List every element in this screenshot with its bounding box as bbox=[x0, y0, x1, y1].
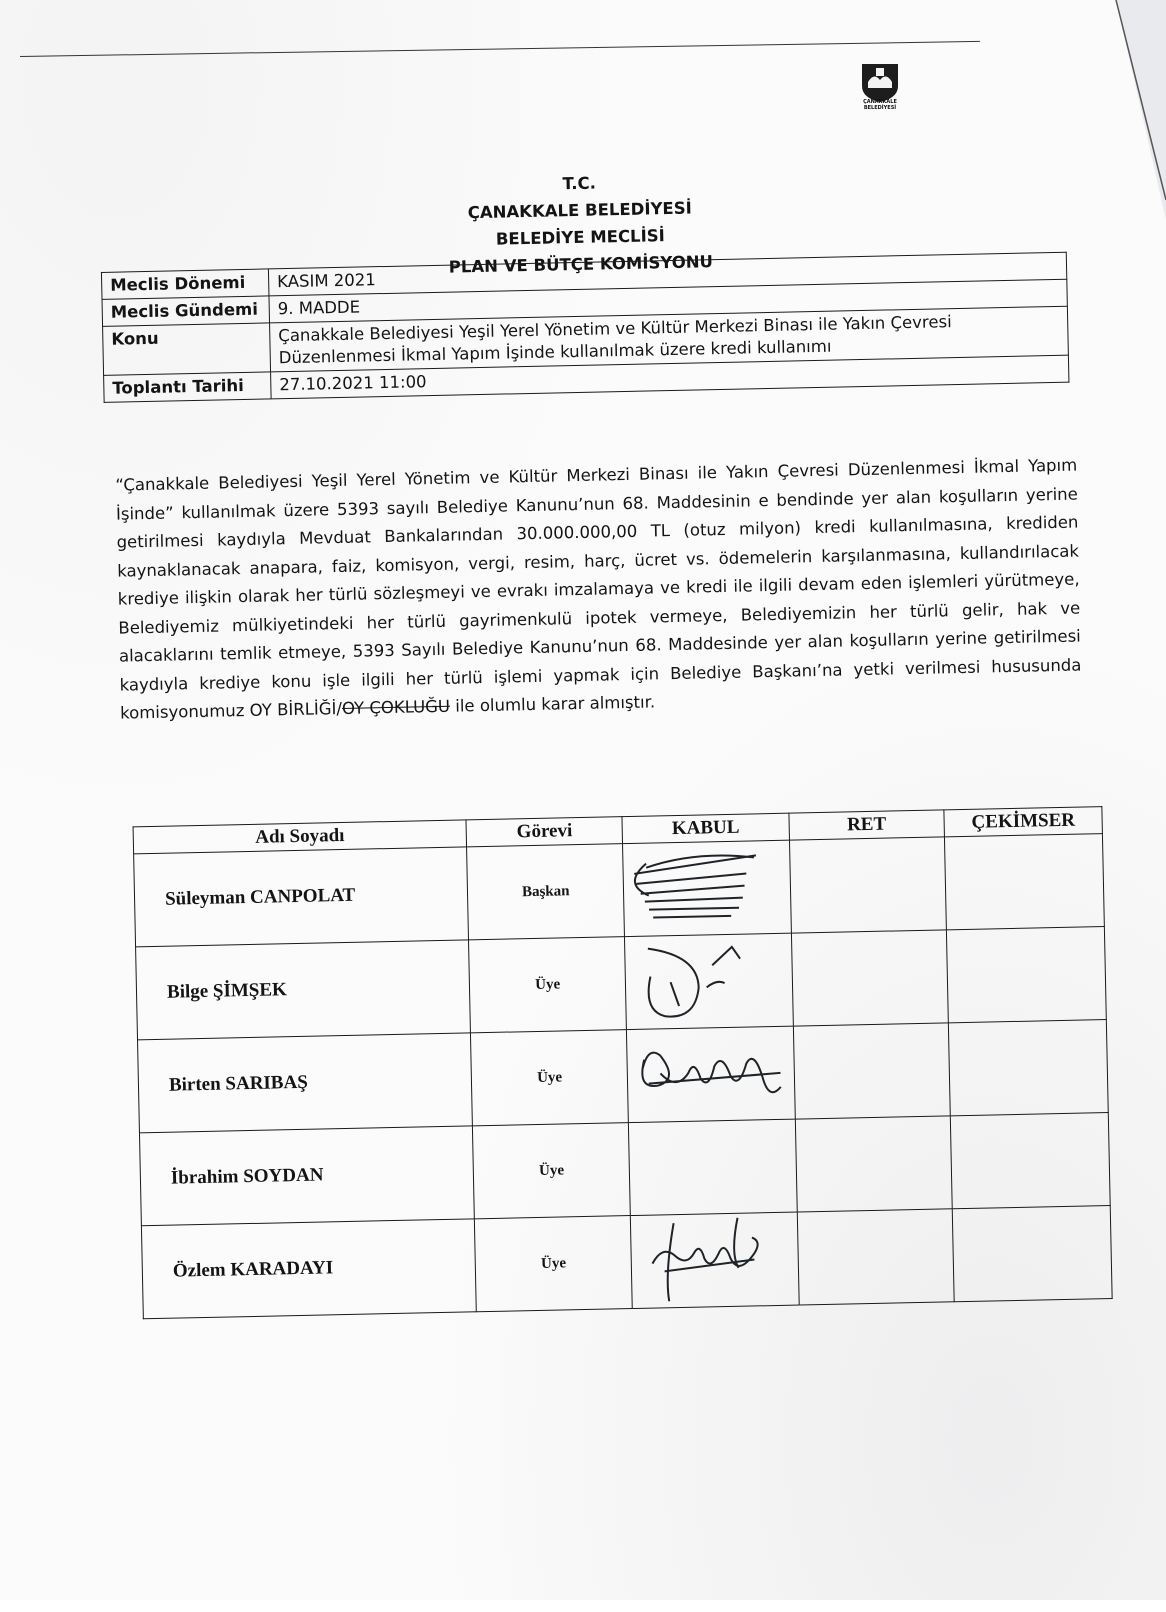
decision-text-end: ile olumlu karar almıştır. bbox=[449, 692, 656, 716]
info-label: Meclis Dönemi bbox=[101, 269, 269, 299]
member-role: Üye bbox=[474, 1216, 632, 1312]
reject-cell bbox=[791, 930, 949, 1026]
heading-municipality: ÇANAKKALE BELEDİYESİ bbox=[467, 198, 692, 223]
signature-icon bbox=[623, 841, 790, 936]
member-name: Bilge ŞİMŞEK bbox=[136, 940, 471, 1040]
table-row bbox=[141, 1206, 1112, 1319]
info-value: 9. MADDE bbox=[269, 279, 1067, 323]
konu-line-2: Düzenlenmesi İkmal Yapım İşinde kullanılmak üzere kredi kullanımı bbox=[278, 336, 832, 368]
seal-caption: ÇANAKKALE BELEDİYESİ bbox=[863, 99, 897, 111]
accept-cell bbox=[629, 1119, 797, 1215]
signature-icon bbox=[631, 1213, 798, 1308]
accept-cell bbox=[627, 1026, 795, 1122]
accept-cell bbox=[623, 840, 791, 936]
info-label: Toplantı Tarihi bbox=[104, 372, 272, 402]
decision-paragraph bbox=[115, 452, 1082, 729]
member-name: Özlem KARADAYI bbox=[141, 1219, 476, 1319]
signature-icon bbox=[627, 1027, 794, 1122]
abstain-cell bbox=[947, 927, 1107, 1023]
abstain-cell bbox=[949, 1020, 1109, 1116]
vote-table bbox=[133, 806, 1113, 1319]
member-name: İbrahim SOYDAN bbox=[139, 1126, 474, 1226]
member-name: Süleyman CANPOLAT bbox=[134, 847, 469, 947]
member-role: Üye bbox=[473, 1123, 631, 1219]
reject-cell bbox=[795, 1116, 953, 1212]
member-role: Üye bbox=[471, 1030, 629, 1126]
member-name: Birten SARIBAŞ bbox=[138, 1033, 473, 1133]
col-header-reject: RET bbox=[789, 810, 945, 840]
konu-line-1: Çanakkale Belediyesi Yeşil Yerel Yönetim ve Kültür Merkezi Binası ile Yakın Çevresi bbox=[278, 312, 952, 346]
col-header-role: Görevi bbox=[466, 817, 623, 847]
heading-commission: PLAN VE BÜTÇE KOMİSYONU bbox=[448, 252, 714, 277]
meeting-info-table bbox=[101, 252, 1070, 403]
decision-text: “Çanakkale Belediyesi Yeşil Yerel Yönetim ve Kültür Merkezi Binası ile Yakın Çevresi Düzenlenmesi İkmal Yapım İşinde” kullanılmak üzere 5393 sayılı Belediye Kanunu’nun 68. Maddesinin e bendinde yer alan koşulların yerine getirilmesi kaydıyla Mevduat Bankalarından 30.000.000,00 TL (otuz milyon) kredi kullanılmasına, krediden kaynaklanacak anapara, faiz, komisyon, vergi, resim, harç, ücret vs. ödemelerin karşılanmasına, kullandırılacak krediye ilişkin olarak her türlü sözleşmeyi ve evrakı imzalamaya ve kredi ile ilgili devam eden işlemleri yürütmeye, Belediyemiz mülkiyetindeki her türlü gayrimenkulü ipotek vermeye, Belediyemizin her türlü gelir, hak ve alacaklarını temlik etmeye, 5393 Sayılı Belediye Kanunu’nun 68. Maddesinde yer alan koşulların yerine getirilmesi kaydıyla krediye konu işle ilgili her türlü işlemi yapmak için Belediye Başkanı’na yetki verilmesi hususunda komisyonumuz OY BİRLİĞİ/ bbox=[115, 455, 1082, 723]
reject-cell bbox=[793, 1023, 951, 1119]
abstain-cell bbox=[951, 1113, 1111, 1209]
col-header-abstain: ÇEKİMSER bbox=[944, 807, 1102, 837]
col-header-accept: KABUL bbox=[622, 813, 789, 843]
info-label: Konu bbox=[103, 323, 271, 375]
accept-cell bbox=[631, 1212, 799, 1308]
info-value: 27.10.2021 11:00 bbox=[271, 355, 1069, 399]
reject-cell bbox=[797, 1209, 955, 1305]
member-role: Üye bbox=[469, 937, 627, 1033]
info-value: KASIM 2021 bbox=[268, 252, 1066, 296]
heading-tc: T.C. bbox=[562, 173, 597, 194]
accept-cell bbox=[625, 933, 793, 1029]
info-label: Meclis Gündemi bbox=[102, 296, 270, 326]
struck-text: OY ÇOKLUĞU bbox=[341, 696, 451, 718]
signature-icon bbox=[625, 934, 792, 1029]
abstain-cell bbox=[953, 1206, 1113, 1302]
member-role: Başkan bbox=[467, 844, 625, 940]
abstain-cell bbox=[945, 834, 1105, 930]
reject-cell bbox=[789, 837, 947, 933]
col-header-name: Adı Soyadı bbox=[133, 820, 467, 854]
heading-council: BELEDİYE MECLİSİ bbox=[495, 226, 665, 249]
